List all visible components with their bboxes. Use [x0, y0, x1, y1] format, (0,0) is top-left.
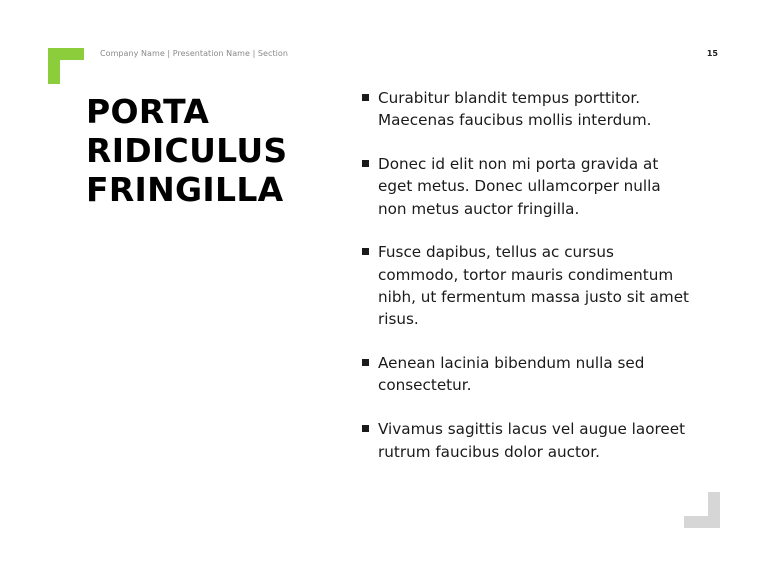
bullet-text: Fusce dapibus, tellus ac cursus commodo, tortor mauris condimentum nibh, ut fermentum massa justo sit amet risus. [378, 243, 690, 329]
bullet-item [362, 241, 692, 330]
bullet-item [362, 352, 692, 397]
title-line: PORTA [86, 92, 210, 131]
square-bullet-icon [362, 160, 369, 167]
bullet-item [362, 87, 692, 132]
accent-corner-top-left [48, 48, 84, 84]
square-bullet-icon [362, 425, 369, 432]
square-bullet-icon [362, 248, 369, 255]
bullet-item [362, 153, 692, 220]
bullet-item [362, 418, 692, 463]
bullet-text: Curabitur blandit tempus porttitor. Maecenas faucibus mollis interdum. [378, 89, 652, 130]
bullet-list [362, 87, 692, 484]
bullet-text: Aenean lacinia bibendum nulla sed consectetur. [378, 354, 645, 395]
square-bullet-icon [362, 94, 369, 101]
square-bullet-icon [362, 359, 369, 366]
slide-title [86, 92, 288, 209]
decorative-corner-bottom-right [684, 492, 720, 528]
breadcrumb: Company Name | Presentation Name | Section [100, 49, 288, 58]
title-line: RIDICULUS [86, 131, 288, 170]
title-line: FRINGILLA [86, 170, 284, 209]
bullet-text: Donec id elit non mi porta gravida at eget metus. Donec ullamcorper nulla non metus auctor fringilla. [378, 155, 661, 218]
accent-bar-vertical [48, 48, 60, 84]
corner-bar-vertical [708, 492, 720, 528]
page-number: 15 [706, 49, 718, 58]
bullet-text: Vivamus sagittis lacus vel augue laoreet rutrum faucibus dolor auctor. [378, 420, 686, 461]
